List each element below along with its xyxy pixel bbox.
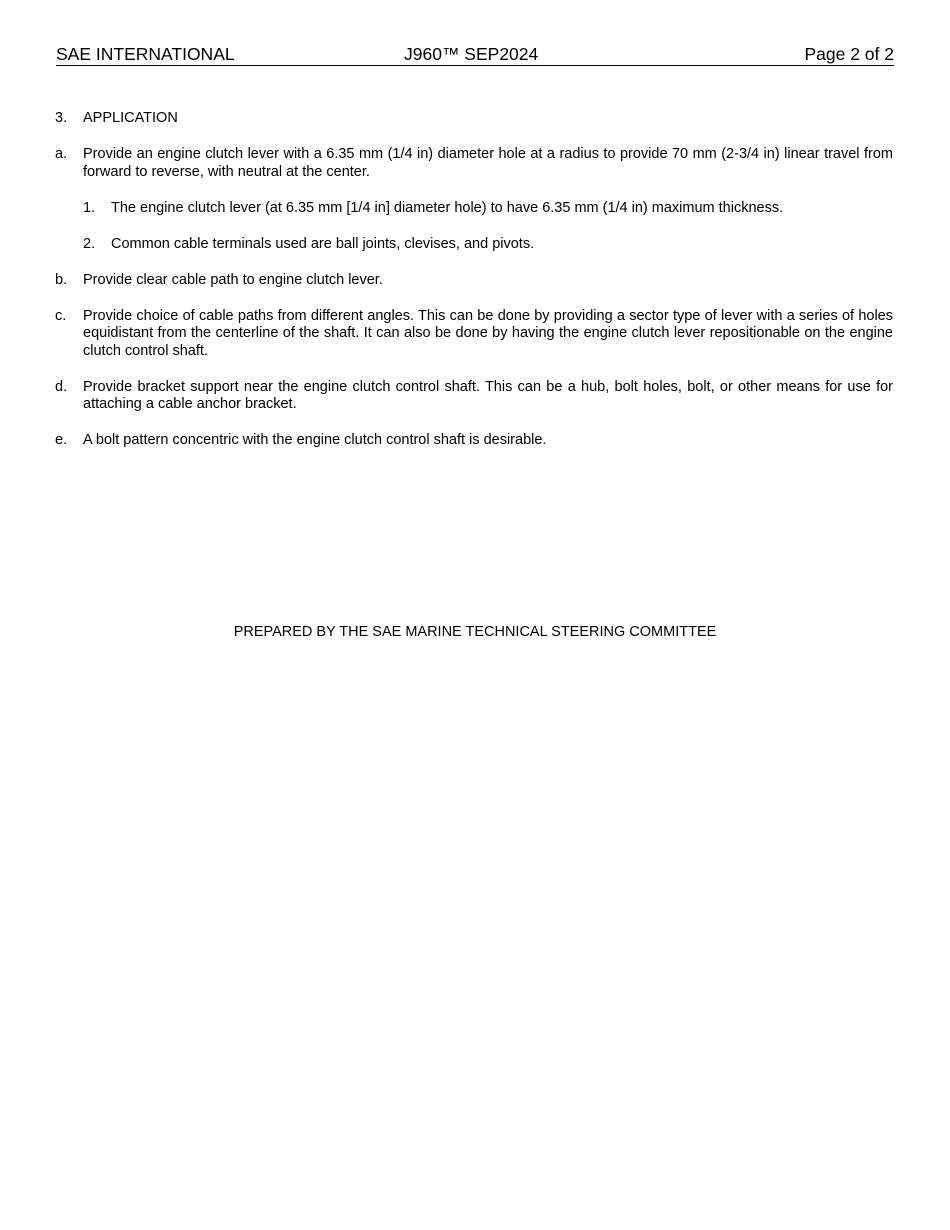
list-item-text: Provide choice of cable paths from different angles. This can be done by providing a sector type of lever with a series of holes equidistant from the centerline of the shaft. It can also be done by having the engine clutch lever repositionable on the engine clutch control shaft. — [83, 307, 893, 359]
header-organization: SAE INTERNATIONAL — [56, 44, 235, 64]
list-item-marker: a. — [55, 146, 68, 162]
list-item-marker: b. — [55, 271, 68, 288]
list-item-marker: d. — [55, 378, 68, 395]
list-item-d — [55, 379, 893, 414]
list-item-marker: e. — [55, 432, 68, 448]
sub-item-marker: 1. — [83, 199, 96, 216]
list-item-c — [55, 308, 893, 361]
sub-item-marker: 2. — [83, 235, 96, 252]
prepared-by-statement: PREPARED BY THE SAE MARINE TECHNICAL STEERING COMMITTEE — [233, 624, 717, 640]
list-item-text: Provide bracket support near the engine clutch control shaft. This can be a hub, bolt holes, bolt, or other means for use for attaching a cable anchor bracket. — [83, 378, 893, 412]
section-title: APPLICATION — [83, 110, 178, 126]
document-body — [55, 110, 893, 468]
header-document-id: J960™ SEP2024 — [404, 44, 539, 64]
sub-item-1 — [83, 200, 893, 218]
section-number: 3. — [55, 110, 68, 126]
page-header — [56, 44, 894, 66]
header-page-number: Page 2 of 2 — [804, 44, 894, 64]
list-item-text: Provide an engine clutch lever with a 6.35 mm (1/4 in) diameter hole at a radius to provide 70 mm (2-3/4 in) linear travel from forward to reverse, with neutral at the center. — [83, 146, 893, 180]
list-item-text: Provide clear cable path to engine clutch lever. — [83, 271, 383, 288]
list-item-e — [55, 432, 893, 450]
sub-item-text: The engine clutch lever (at 6.35 mm [1/4 in] diameter hole) to have 6.35 mm (1/4 in) maximum thickness. — [111, 199, 784, 216]
list-item-a — [55, 146, 893, 181]
section-heading — [55, 110, 893, 128]
sub-item-text: Common cable terminals used are ball joints, clevises, and pivots. — [111, 235, 535, 252]
list-item-marker: c. — [55, 307, 67, 324]
list-item-text: A bolt pattern concentric with the engine clutch control shaft is desirable. — [83, 432, 547, 448]
sub-item-2 — [83, 236, 893, 254]
list-item-b — [55, 272, 893, 290]
